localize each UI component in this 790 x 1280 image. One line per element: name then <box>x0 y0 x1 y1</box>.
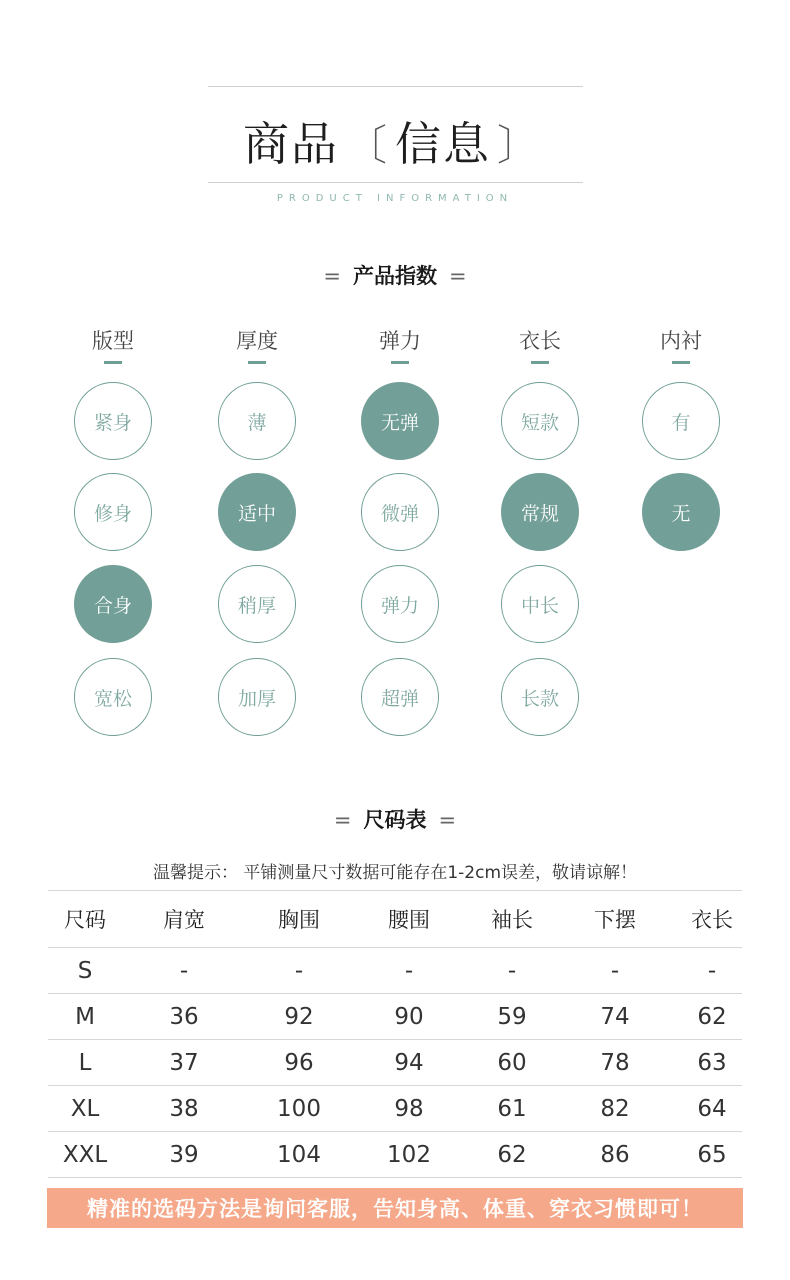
table-cell: 36 <box>169 1003 199 1030</box>
size-label-cell: XL <box>70 1095 100 1122</box>
attribute-option-selected: 常规 <box>501 473 579 551</box>
table-cell: 37 <box>169 1049 199 1076</box>
size-chart-title <box>0 804 790 834</box>
page-subtitle: PRODUCT INFORMATION <box>276 193 514 204</box>
attribute-option-selected: 合身 <box>74 565 152 643</box>
attribute-option: 修身 <box>74 473 152 551</box>
table-row <box>48 1039 742 1085</box>
attribute-label: 衣长 <box>519 329 561 353</box>
table-header-row <box>48 890 742 947</box>
table-header-cell: 衣长 <box>691 908 733 932</box>
attribute-option: 加厚 <box>218 658 296 736</box>
table-row <box>48 1131 742 1178</box>
attribute-underline <box>104 361 122 364</box>
attribute-underline <box>248 361 266 364</box>
table-cell: 62 <box>497 1141 527 1168</box>
table-cell: 38 <box>169 1095 199 1122</box>
size-table <box>48 890 742 1178</box>
attribute-option: 宽松 <box>74 658 152 736</box>
table-cell: 96 <box>284 1049 314 1076</box>
table-cell: - <box>610 957 620 984</box>
table-cell: 65 <box>697 1141 727 1168</box>
table-cell: 94 <box>394 1049 424 1076</box>
attribute-option: 有 <box>642 382 720 460</box>
attribute-option: 微弹 <box>361 473 439 551</box>
attribute-label: 版型 <box>92 329 134 353</box>
attribute-column <box>197 325 317 364</box>
table-cell: 86 <box>600 1141 630 1168</box>
attribute-option-selected: 适中 <box>218 473 296 551</box>
table-cell: 62 <box>697 1003 727 1030</box>
table-header-cell: 下摆 <box>594 908 636 932</box>
table-cell: - <box>404 957 414 984</box>
title-decor-left: = <box>333 808 352 832</box>
table-cell: 59 <box>497 1003 527 1030</box>
size-chart-title-text: 尺码表 <box>363 808 427 832</box>
size-advice-banner: 精准的选码方法是询问客服，告知身高、体重、穿衣习惯即可！ <box>47 1188 743 1228</box>
measurement-tip: 温馨提示： 平铺测量尺寸数据可能存在1-2cm误差，敬请谅解！ <box>152 863 638 883</box>
attribute-label: 厚度 <box>236 329 278 353</box>
table-cell: 64 <box>697 1095 727 1122</box>
table-header-cell: 尺码 <box>64 908 106 932</box>
product-index-title-text: 产品指数 <box>353 264 437 288</box>
table-header-cell: 肩宽 <box>163 908 205 932</box>
attribute-underline <box>531 361 549 364</box>
table-row <box>48 993 742 1039</box>
table-header-cell: 胸围 <box>278 908 320 932</box>
attribute-option: 薄 <box>218 382 296 460</box>
attribute-underline <box>391 361 409 364</box>
size-label-cell: S <box>77 957 93 984</box>
table-cell: 60 <box>497 1049 527 1076</box>
attribute-underline <box>672 361 690 364</box>
bracket-close: 〕 <box>497 121 542 170</box>
header-top-divider <box>208 86 583 87</box>
title-decor-right: = <box>438 808 457 832</box>
size-label-cell: XXL <box>62 1141 108 1168</box>
table-cell: 104 <box>277 1141 321 1168</box>
table-cell: - <box>179 957 189 984</box>
header-bottom-divider <box>208 182 583 183</box>
table-cell: 98 <box>394 1095 424 1122</box>
table-cell: 92 <box>284 1003 314 1030</box>
table-cell: - <box>507 957 517 984</box>
bracket-open: 〔 <box>344 121 389 170</box>
attribute-option: 稍厚 <box>218 565 296 643</box>
table-cell: 102 <box>387 1141 431 1168</box>
table-row <box>48 947 742 993</box>
size-label-cell: M <box>75 1003 95 1030</box>
title-right: 信息 <box>395 117 491 171</box>
table-cell: 74 <box>600 1003 630 1030</box>
attribute-option: 弹力 <box>361 565 439 643</box>
product-index-title <box>0 260 790 290</box>
attribute-option-selected: 无 <box>642 473 720 551</box>
attribute-column <box>340 325 460 364</box>
attribute-column <box>480 325 600 364</box>
attribute-column <box>53 325 173 364</box>
attribute-option: 中长 <box>501 565 579 643</box>
attribute-option: 长款 <box>501 658 579 736</box>
size-label-cell: L <box>78 1049 92 1076</box>
attribute-option-selected: 无弹 <box>361 382 439 460</box>
title-left: 商品 <box>242 117 339 171</box>
table-cell: 78 <box>600 1049 630 1076</box>
attribute-option: 紧身 <box>74 382 152 460</box>
title-decor-right: = <box>449 264 467 288</box>
table-cell: - <box>707 957 717 984</box>
table-header-cell: 腰围 <box>388 908 430 932</box>
attribute-column <box>621 325 741 364</box>
table-cell: 63 <box>697 1049 727 1076</box>
table-cell: 82 <box>600 1095 630 1122</box>
attribute-label: 弹力 <box>379 329 421 353</box>
table-cell: 61 <box>497 1095 527 1122</box>
table-cell: 90 <box>394 1003 424 1030</box>
attribute-option: 短款 <box>501 382 579 460</box>
table-cell: 39 <box>169 1141 199 1168</box>
table-row <box>48 1085 742 1131</box>
table-cell: - <box>294 957 304 984</box>
attribute-option: 超弹 <box>361 658 439 736</box>
table-cell: 100 <box>277 1095 321 1122</box>
table-header-cell: 袖长 <box>491 908 533 932</box>
attribute-label: 内衬 <box>660 329 702 353</box>
page-title <box>0 108 790 174</box>
title-decor-left: = <box>323 264 341 288</box>
